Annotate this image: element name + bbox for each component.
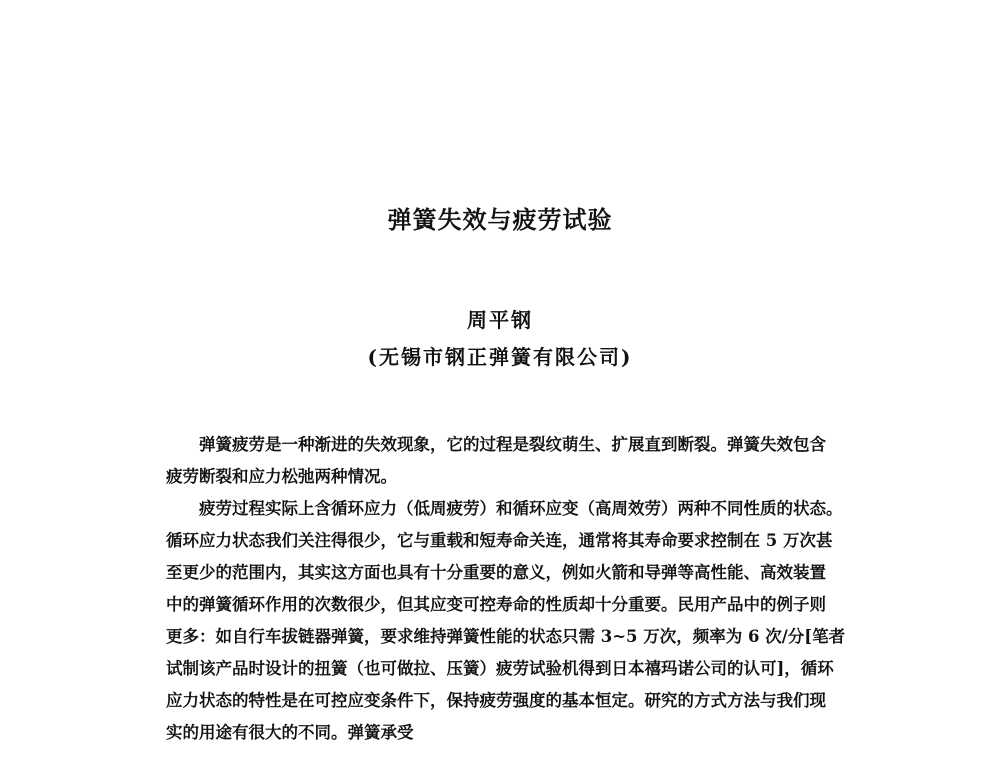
author-name: 周平钢 — [467, 308, 533, 332]
text-line: 应力状态的特性是在可控应变条件下，保持疲劳强度的基本恒定。研究的方式方法与我们现 — [166, 691, 826, 710]
text-line: 更多：如自行车拔链器弹簧，要求维持弹簧性能的状态只需 3~5 万次，频率为 6 次/分[笔者 — [166, 627, 846, 646]
text-line: 实的用途有很大的不同。弹簧承受 — [166, 723, 414, 742]
text-line: 循环应力状态我们关注得很少，它与重载和短寿命关连，通常将其寿命要求控制在 5 万次甚 — [166, 531, 833, 550]
author-affiliation: (无锡市钢正弹簧有限公司) — [367, 345, 633, 369]
text-line: 中的弹簧循环作用的次数很少，但其应变可控寿命的性质却十分重要。民用产品中的例子则 — [166, 595, 826, 614]
paper-title: 弹簧失效与疲劳试验 — [387, 206, 613, 234]
text-line: 至更少的范围内，其实这方面也具有十分重要的意义，例如火箭和导弹等高性能、高效装置 — [166, 563, 826, 582]
text-line: 弹簧疲劳是一种渐进的失效现象，它的过程是裂纹萌生、扩展直到断裂。弹簧失效包含 — [199, 435, 826, 454]
body-paragraphs — [166, 429, 846, 749]
text-line: 疲劳过程实际上含循环应力（低周疲劳）和循环应变（高周效劳）两种不同性质的状态。 — [199, 499, 843, 518]
text-line: 疲劳断裂和应力松弛两种情况。 — [166, 467, 397, 486]
text-line: 试制该产品时设计的扭簧（也可做拉、压簧）疲劳试验机得到日本禧玛诺公司的认可]，循环 — [166, 659, 834, 678]
